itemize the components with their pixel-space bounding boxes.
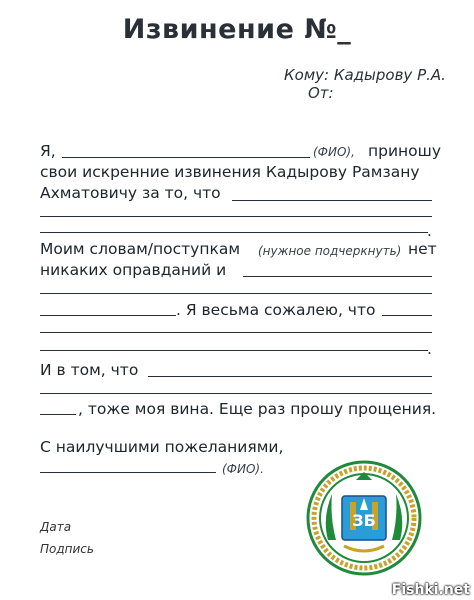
- text-moim: Моим словам/поступкам: [40, 240, 241, 258]
- fio-hint-closing: (ФИО).: [222, 462, 264, 476]
- text-i-v-tom: И в том, что: [40, 361, 139, 379]
- text-nikakih: никаких оправданий и: [40, 261, 227, 279]
- text-prinoshu: приношу: [368, 142, 442, 160]
- text-line3: Ахматовичу за то, что: [40, 184, 221, 202]
- date-label: Дата: [40, 520, 72, 534]
- blank-line-regret-1[interactable]: [382, 315, 432, 316]
- text-net: нет: [408, 240, 437, 258]
- text-ya: Я,: [40, 142, 56, 160]
- signature-label: Подпись: [40, 542, 94, 556]
- text-regards: С наилучшими пожеланиями,: [40, 438, 284, 456]
- period-2: .: [427, 340, 432, 358]
- underline-hint: (нужное подчеркнуть): [258, 244, 402, 258]
- sender-label: От:: [308, 84, 334, 102]
- blank-line-excuse-3[interactable]: [40, 315, 176, 316]
- blank-line-reason-2[interactable]: [40, 216, 432, 217]
- recipient-label: Кому: Кадырову Р.А.: [284, 66, 446, 84]
- page-title: Извинение №_: [122, 14, 352, 45]
- text-sozhaleyu: . Я весьма сожалею, что: [176, 301, 376, 319]
- chechnya-emblem: [306, 460, 422, 576]
- blank-line-signature-name[interactable]: [40, 472, 216, 473]
- fio-hint: (ФИО),: [313, 145, 355, 159]
- blank-line-reason-1[interactable]: [232, 200, 432, 201]
- emblem-inner-text: ЗБ: [352, 511, 376, 530]
- period-1: .: [427, 222, 432, 240]
- text-tozhe: , тоже моя вина. Еще раз прошу прощения.: [78, 400, 437, 418]
- blank-line-regret-2[interactable]: [40, 332, 432, 333]
- blank-line-reason-3[interactable]: [40, 232, 428, 233]
- blank-line-excuse-2[interactable]: [40, 293, 432, 294]
- text-line2: свои искренние извинения Кадырову Рамзану: [40, 163, 420, 181]
- blank-line-fault-1[interactable]: [148, 376, 432, 377]
- watermark: Fishki.net: [391, 582, 470, 598]
- blank-line-fault-2[interactable]: [40, 393, 432, 394]
- blank-name-line[interactable]: [62, 157, 310, 158]
- blank-line-excuse-1[interactable]: [243, 276, 432, 277]
- blank-line-fault-3[interactable]: [40, 414, 76, 415]
- blank-line-regret-3[interactable]: [40, 350, 428, 351]
